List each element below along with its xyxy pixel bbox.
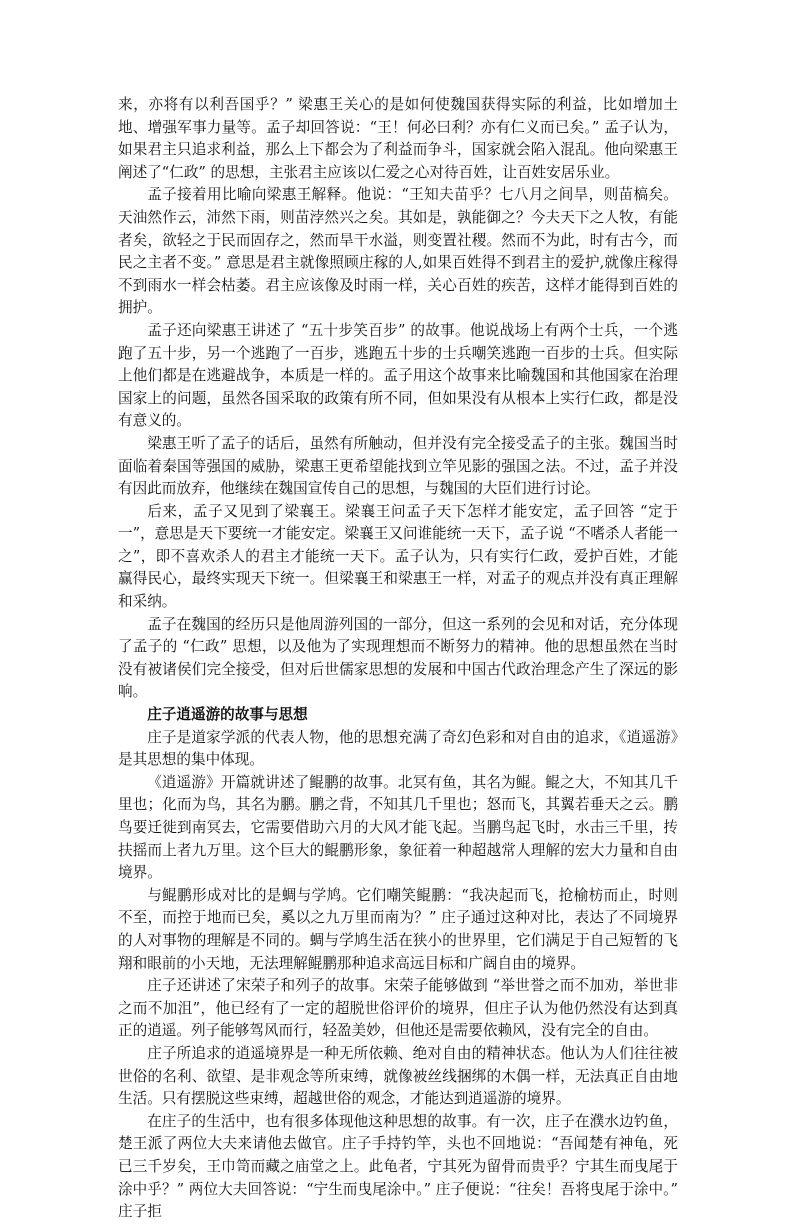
- document-page: [118, 94, 678, 1224]
- paragraph: 庄子所追求的逍遥境界是一种无所依赖、绝对自由的精神状态。他认为人们往往被世俗的名利、欲望、是非观念等所束缚，就像被丝线捆绑的木偶一样，无法真正自由地生活。只有摆脱这些束缚，超越世俗的观念，才能达到逍遥游的境界。: [118, 1044, 678, 1108]
- paragraph: 孟子接着用比喻向梁惠王解释。他说：“王知夫苗乎？七八月之间旱，则苗槁矣。天油然作云，沛然下雨，则苗浡然兴之矣。其如是，孰能御之？今夫天下之人牧，有能者矣，欲轻之于民而固存之，然而旱干水溢，则变置社稷。然而不为此，时有古今，而民之主者不变。” 意思是君主就像照顾庄稼的人,如果百姓得不到君主的爱护,就像庄稼得不到雨水一样会枯萎。君主应该像及时雨一样，关心百姓的疾苦，这样才能得到百姓的拥护。: [118, 186, 678, 317]
- paragraph: 庄子是道家学派的代表人物，他的思想充满了奇幻色彩和对自由的追求，《逍遥游》是其思想的集中体现。: [118, 728, 678, 769]
- paragraph: 庄子还讲述了宋荣子和列子的故事。宋荣子能够做到 “举世誉之而不加劝，举世非之而不加沮”，他已经有了一定的超脱世俗评价的境界，但庄子认为他仍然没有达到真正的逍遥。列子能够驾风而行，轻盈美妙，但他还是需要依赖风，没有完全的自由。: [118, 977, 678, 1040]
- paragraph: 后来，孟子又见到了梁襄王。梁襄王问孟子天下怎样才能安定，孟子回答 “定于一”，意思是天下要统一才能安定。梁襄王又问谁能统一天下，孟子说 “不嗜杀人者能一之”，即不喜欢杀人的君主才能统一天下。孟子认为，只有实行仁政，爱护百姓，才能赢得民心，最终实现天下统一。但梁襄王和梁惠王一样，对孟子的观点并没有真正理解和采纳。: [118, 502, 678, 611]
- section-heading: 庄子逍遥游的故事与思想: [147, 706, 308, 724]
- paragraph: 孟子还向梁惠王讲述了 “五十步笑百步” 的故事。他说战场上有两个士兵，一个逃跑了五十步，另一个逃跑了一百步，逃跑五十步的士兵嘲笑逃跑一百步的士兵。但实际上他们都是在逃避战争，本质是一样的。孟子用这个故事来比喻魏国和其他国家在治理国家上的问题，虽然各国采取的政策有所不同，但如果没有从根本上实行仁政，都是没有意义的。: [118, 321, 678, 430]
- paragraph: 梁惠王听了孟子的话后，虽然有所触动，但并没有完全接受孟子的主张。魏国当时面临着秦国等强国的威胁，梁惠王更希望能找到立竿见影的强国之法。不过，孟子并没有因此而放弃，他继续在魏国宣传自己的思想，与魏国的大臣们进行讨论。: [118, 434, 678, 498]
- paragraph: 与鲲鹏形成对比的是蜩与学鸠。它们嘲笑鲲鹏：“我决起而飞，抢榆枋而止，时则不至，而控于地而已矣，奚以之九万里而南为？” 庄子通过这种对比，表达了不同境界的人对事物的理解是不同的。蜩与学鸠生活在狭小的世界里，它们满足于自己短暂的飞翔和眼前的小天地，无法理解鲲鹏那种追求高远目标和广阔自由的境界。: [118, 886, 678, 972]
- paragraph: 在庄子的生活中，也有很多体现他这种思想的故事。有一次，庄子在濮水边钓鱼，楚王派了两位大夫来请他去做官。庄子手持钓竿，头也不回地说：“吾闻楚有神龟，死已三千岁矣，王巾笥而藏之庙堂之上。此龟者，宁其死为留骨而贵乎？宁其生而曳尾于涂中乎？” 两位大夫回答说：“宁生而曳尾涂中。” 庄子便说：“往矣！吾将曳尾于涂中。” 庄子拒: [118, 1112, 678, 1221]
- paragraph-continuation: 来，亦将有以利吾国乎？” 梁惠王关心的是如何使魏国获得实际的利益，比如增加土地、增强军事力量等。孟子却回答说：“王！何必曰利？亦有仁义而已矣。” 孟子认为，如果君主只追求利益，那么上下都会为了利益而争斗，国家就会陷入混乱。他向梁惠王阐述了“仁政” 的思想，主张君主应该以仁爱之心对待百姓，让百姓安居乐业。: [118, 96, 678, 181]
- paragraph: 孟子在魏国的经历只是他周游列国的一部分，但这一系列的会见和对话，充分体现了孟子的 “仁政” 思想，以及他为了实现理想而不断努力的精神。他的思想虽然在当时没有被诸侯们完全接受，但对后世儒家思想的发展和中国古代政治理念产生了深远的影响。: [118, 615, 678, 701]
- paragraph: 《逍遥游》开篇就讲述了鲲鹏的故事。北冥有鱼，其名为鲲。鲲之大，不知其几千里也；化而为鸟，其名为鹏。鹏之背，不知其几千里也；怒而飞，其翼若垂天之云。鹏鸟要迁徙到南冥去，它需要借助六月的大风才能飞起。当鹏鸟起飞时，水击三千里，抟扶摇而上者九万里。这个巨大的鲲鹏形象，象征着一种超越常人理解的宏大力量和自由境界。: [118, 773, 678, 882]
